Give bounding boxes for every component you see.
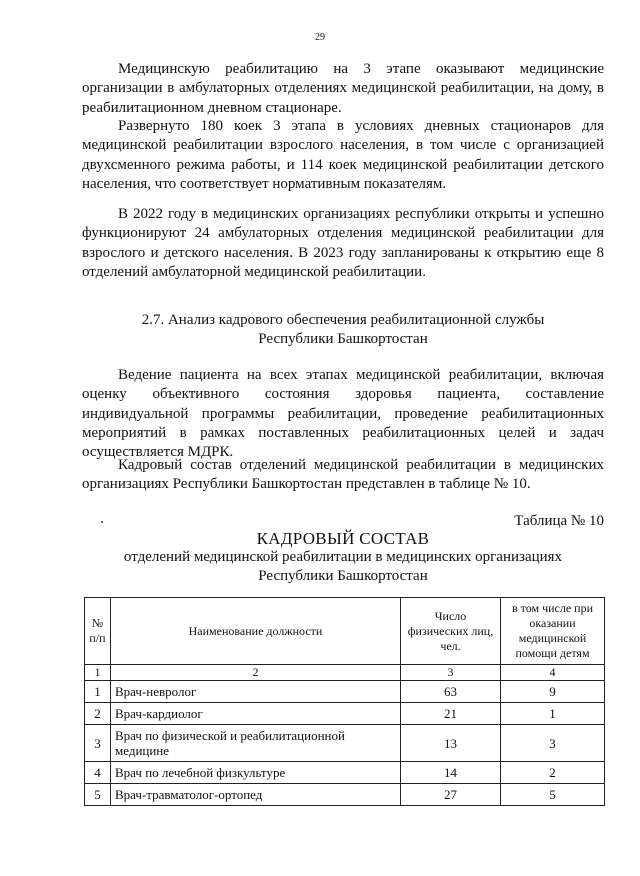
section-heading-line1: 2.7. Анализ кадрового обеспечения реабилитационной службы <box>141 312 545 328</box>
row-position: Врач-кардиолог <box>111 703 401 725</box>
row-position: Врач по физической и реабилитационной медицине <box>111 725 401 762</box>
staff-table <box>84 597 605 806</box>
table-row <box>85 762 605 784</box>
section-heading <box>82 311 604 349</box>
table-header-row <box>85 598 605 665</box>
row-count: 63 <box>401 681 501 703</box>
paragraph-staff-reference: Кадровый состав отделений медицинской реабилитации в медицинских организациях Республики Башкортостан представлен в таблице № 10. <box>82 457 604 493</box>
page-number: 29 <box>315 32 325 43</box>
row-count: 27 <box>401 784 501 806</box>
header-children: в том числе при оказании медицинской помощи детям <box>501 598 605 665</box>
index-cell: 1 <box>85 665 111 681</box>
row-count: 13 <box>401 725 501 762</box>
row-count: 14 <box>401 762 501 784</box>
row-num: 4 <box>85 762 111 784</box>
row-position: Врач по лечебной физкультуре <box>111 762 401 784</box>
row-children: 9 <box>501 681 605 703</box>
table-row <box>85 703 605 725</box>
paragraph-outpatient-departments: В 2022 году в медицинских организациях республики открыты и успешно функционируют 24 амбулаторных отделения медицинской реабилитации для взрослого и детского населения. В 2023 году запланированы к открытию еще 8 отделений амбулаторной медицинской реабилитации. <box>82 206 604 280</box>
paragraph-stage3-organizations: Медицинскую реабилитацию на 3 этапе оказывают медицинские организации в амбулаторных отделениях медицинской реабилитации, на дому, в реабилитационном дневном стационаре. <box>82 61 604 116</box>
index-cell: 3 <box>401 665 501 681</box>
row-children: 2 <box>501 762 605 784</box>
row-children: 1 <box>501 703 605 725</box>
table-subtitle-line1: отделений медицинской реабилитации в медицинских организациях <box>123 549 563 565</box>
index-cell: 2 <box>111 665 401 681</box>
row-children: 5 <box>501 784 605 806</box>
row-position: Врач-невролог <box>111 681 401 703</box>
paragraph-patient-management: Ведение пациента на всех этапах медицинской реабилитации, включая оценку объективного состояния здоровья пациента, составление индивидуальной программы реабилитации, проведение реабилитационных мероприятий в рамках поставленных реабилитационных целей и задач осуществляется МДРК. <box>82 367 604 461</box>
row-num: 3 <box>85 725 111 762</box>
scan-dot <box>101 521 103 523</box>
header-num: № п/п <box>85 598 111 665</box>
row-children: 3 <box>501 725 605 762</box>
table-row <box>85 784 605 806</box>
table-index-row <box>85 665 605 681</box>
section-heading-line2: Республики Башкортостан <box>258 331 428 347</box>
index-cell: 4 <box>501 665 605 681</box>
row-num: 2 <box>85 703 111 725</box>
table-title: КАДРОВЫЙ СОСТАВ <box>256 529 430 548</box>
row-num: 5 <box>85 784 111 806</box>
header-name: Наименование должности <box>111 598 401 665</box>
table-row <box>85 725 605 762</box>
paragraph-day-hospital-beds: Развернуто 180 коек 3 этапа в условиях дневных стационаров для медицинской реабилитации взрослого населения, в том числе с организацией двухсменного режима работы, и 114 коек медицинской реабилитации детского населения, что соответствует нормативным показателям. <box>82 118 604 192</box>
row-position: Врач-травматолог-ортопед <box>111 784 401 806</box>
table-subtitle-line2: Республики Башкортостан <box>258 568 428 584</box>
table-subtitle <box>82 548 604 586</box>
header-count: Число физических лиц, чел. <box>401 598 501 665</box>
row-count: 21 <box>401 703 501 725</box>
table-number: Таблица № 10 <box>514 513 604 529</box>
row-num: 1 <box>85 681 111 703</box>
table-row <box>85 681 605 703</box>
